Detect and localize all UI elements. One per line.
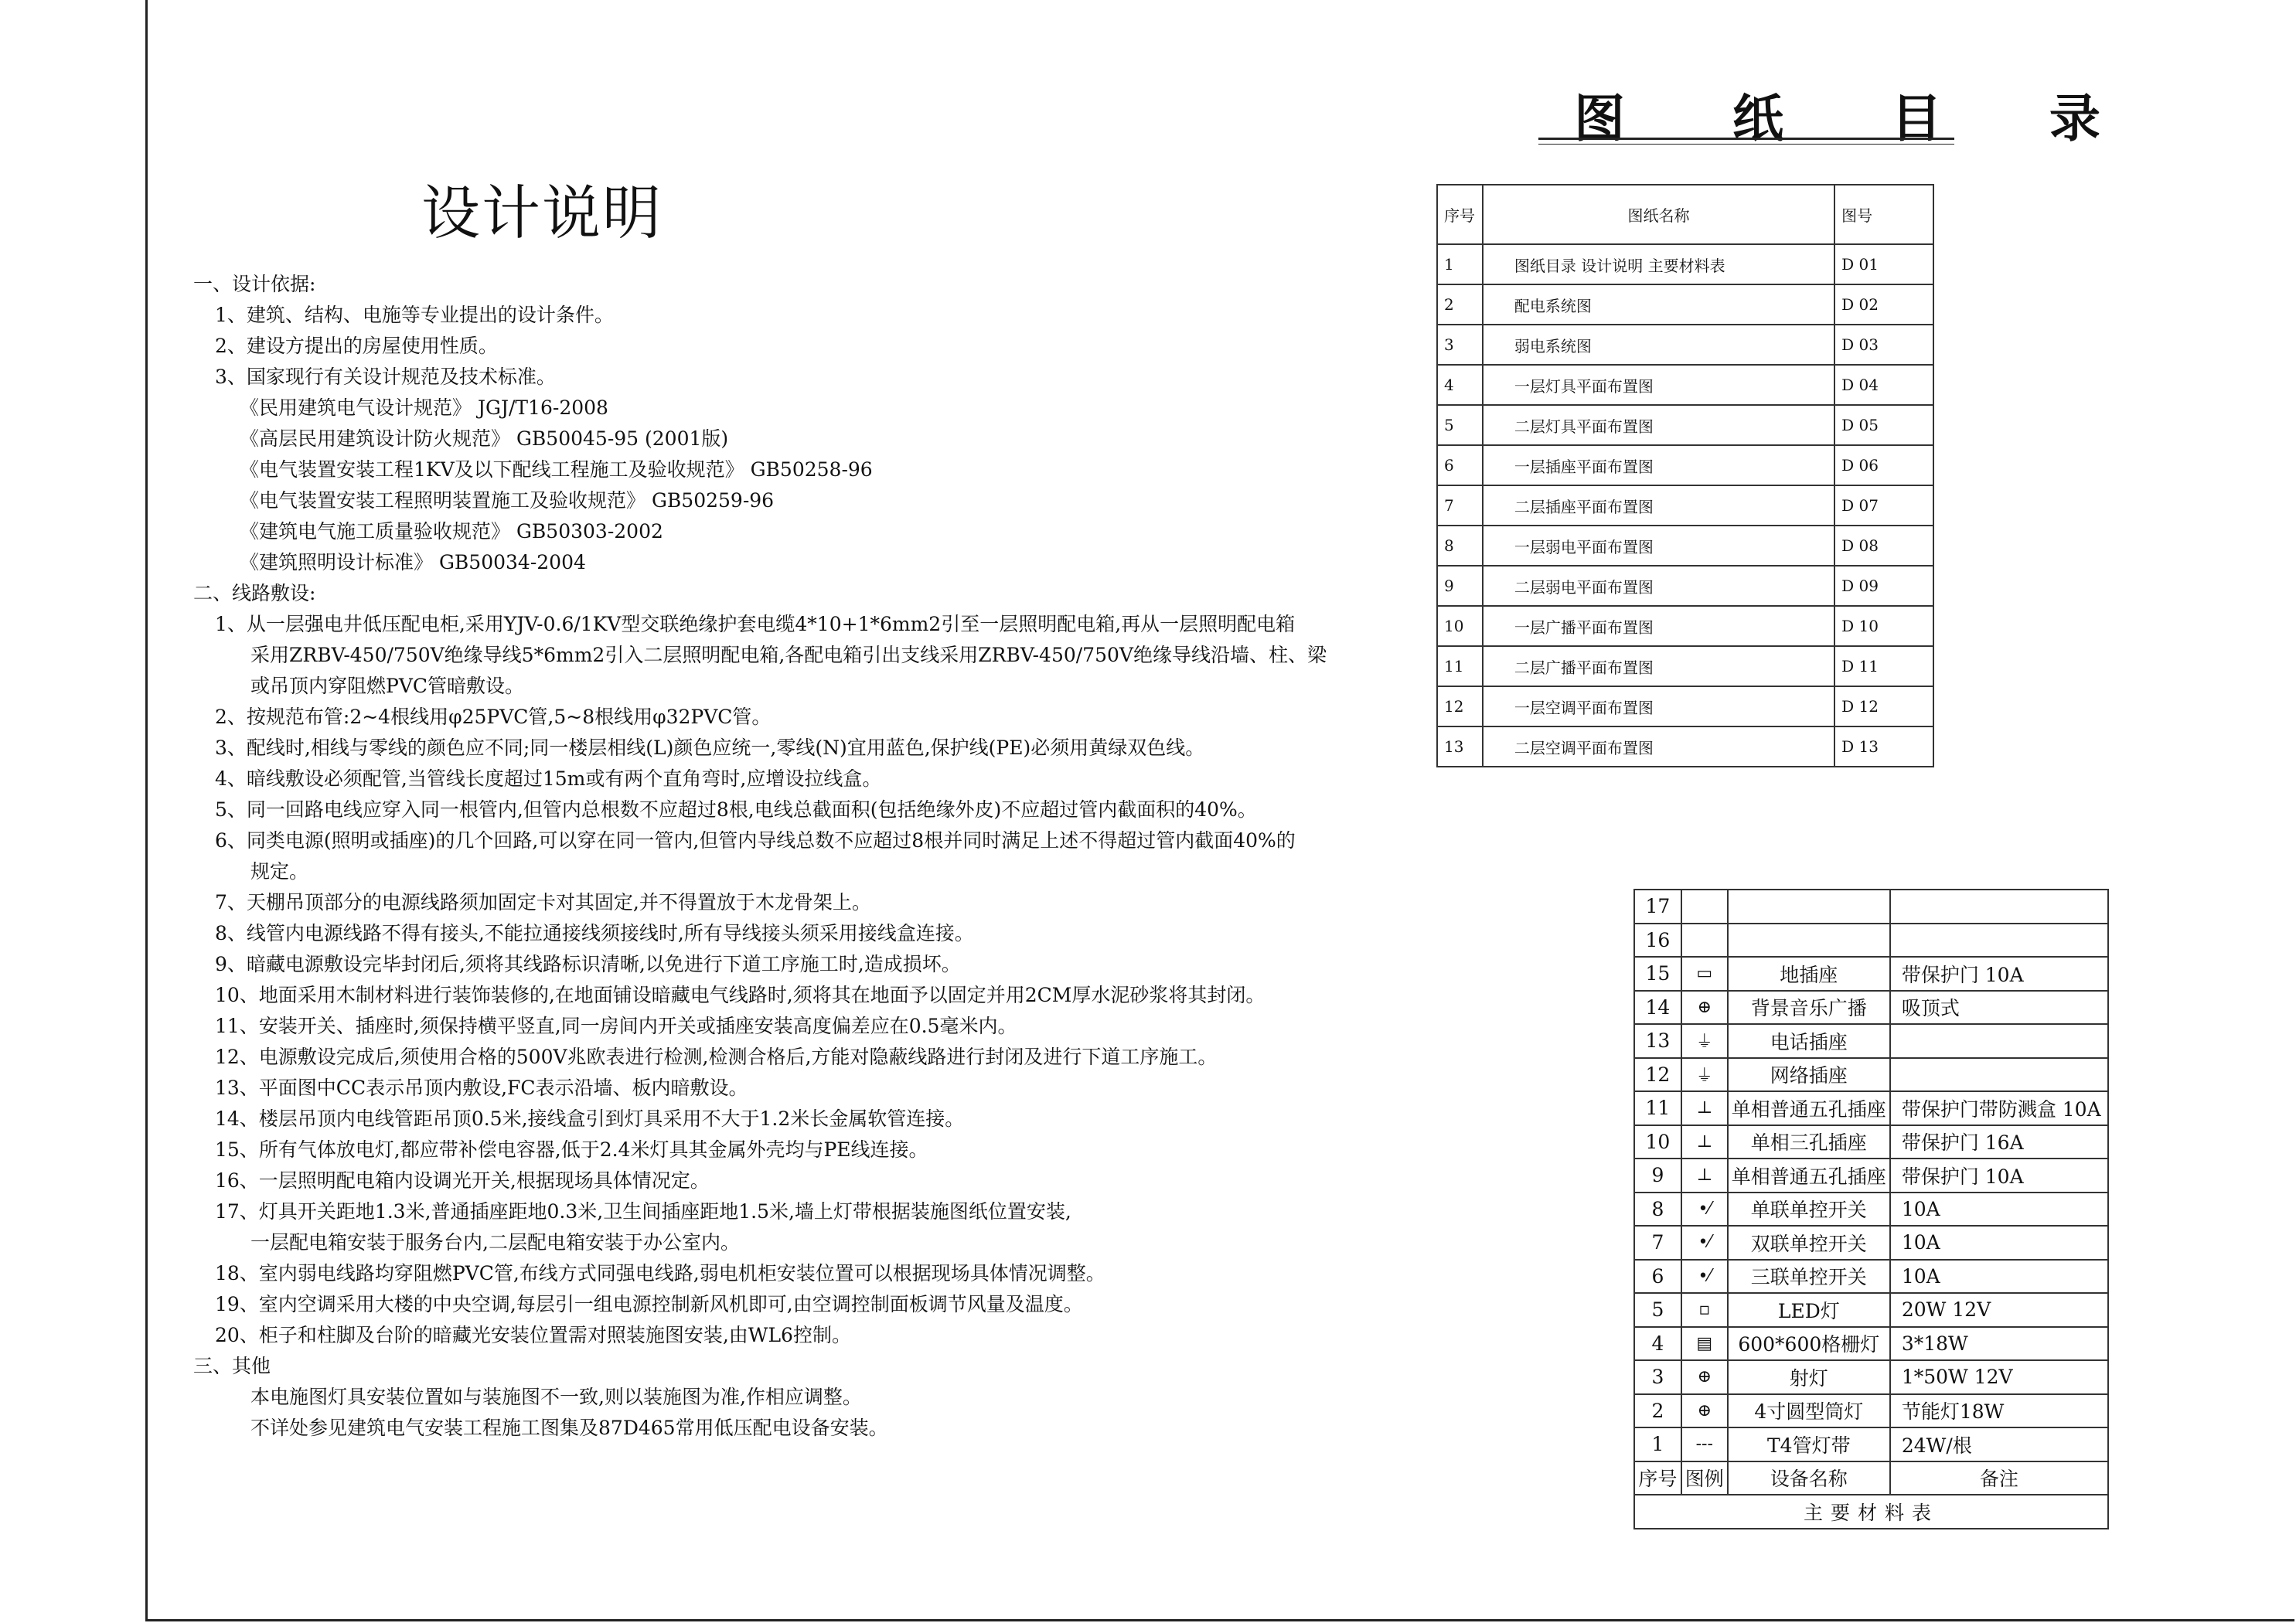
- catalog-title-underline-thin: [1538, 144, 1954, 145]
- materials-row: [1634, 1091, 2108, 1125]
- catalog-cell-no: 11: [1437, 646, 1483, 686]
- catalog-cell-no: 6: [1437, 445, 1483, 485]
- catalog-header-code: 图号: [1834, 185, 1933, 244]
- materials-cell-no: 8: [1634, 1193, 1681, 1227]
- catalog-row: [1437, 405, 1933, 445]
- materials-cell-note: 10A: [1890, 1226, 2108, 1260]
- materials-row: [1634, 1293, 2108, 1327]
- catalog-cell-name: 二层空调平面布置图: [1483, 726, 1834, 767]
- design-note-line: 《建筑电气施工质量验收规范》 GB50303-2002: [240, 520, 663, 543]
- materials-row: [1634, 1360, 2108, 1394]
- design-note-line: 规定。: [250, 860, 309, 883]
- materials-header-row: [1634, 1461, 2108, 1495]
- materials-cell-name: 电话插座: [1728, 1024, 1890, 1058]
- catalog-cell-name: 二层灯具平面布置图: [1483, 405, 1834, 445]
- catalog-cell-code: D 05: [1834, 405, 1933, 445]
- design-note-line: 1、从一层强电井低压配电柜,采用YJV-0.6/1KV型交联绝缘护套电缆4*10+1*6mm2引至一层照明配电箱,再从一层照明配电箱: [215, 613, 1296, 635]
- legend-symbol-icon: ⏚: [1681, 1058, 1728, 1092]
- catalog-cell-name: 一层广播平面布置图: [1483, 606, 1834, 646]
- catalog-header-no: 序号: [1437, 185, 1483, 244]
- materials-caption-row: [1634, 1495, 2108, 1529]
- catalog-cell-no: 5: [1437, 405, 1483, 445]
- design-note-line: 不详处参见建筑电气安装工程施工图集及87D465常用低压配电设备安装。: [250, 1417, 888, 1439]
- legend-symbol-icon: [1681, 924, 1728, 958]
- catalog-header-name: 图纸名称: [1483, 185, 1834, 244]
- design-note-line: 二、线路敷设:: [193, 582, 316, 604]
- catalog-header-row: [1437, 185, 1933, 244]
- design-note-line: 《电气装置安装工程照明装置施工及验收规范》 GB50259-96: [240, 489, 775, 512]
- materials-caption: 主要材料表: [1634, 1495, 2108, 1529]
- materials-row: [1634, 1394, 2108, 1428]
- catalog-cell-code: D 01: [1834, 244, 1933, 284]
- design-note-line: 本电施图灯具安装位置如与装施图不一致,则以装施图为准,作相应调整。: [250, 1386, 862, 1408]
- catalog-cell-name: 弱电系统图: [1483, 325, 1834, 365]
- design-note-line: 《高层民用建筑设计防火规范》 GB50045-95 (2001版): [240, 427, 729, 450]
- materials-cell-name: 4寸圆型筒灯: [1728, 1394, 1890, 1428]
- design-note-line: 19、室内空调采用大楼的中央空调,每层引一组电源控制新风机即可,由空调控制面板调节风量及温度。: [215, 1293, 1083, 1315]
- catalog-cell-code: D 11: [1834, 646, 1933, 686]
- materials-cell-no: 12: [1634, 1058, 1681, 1092]
- catalog-row: [1437, 325, 1933, 365]
- catalog-cell-code: D 08: [1834, 526, 1933, 566]
- materials-cell-name: 600*600格栅灯: [1728, 1327, 1890, 1361]
- legend-symbol-icon: ---: [1681, 1427, 1728, 1461]
- design-note-line: 12、电源敷设完成后,须使用合格的500V兆欧表进行检测,检测合格后,方能对隐蔽线路进行封闭及进行下道工序施工。: [215, 1046, 1218, 1068]
- materials-cell-note: 带保护门 16A: [1890, 1125, 2108, 1159]
- catalog-row: [1437, 445, 1933, 485]
- design-note-line: 10、地面采用木制材料进行装饰装修的,在地面铺设暗藏电气线路时,须将其在地面予以固定并用2CM厚水泥砂浆将其封闭。: [215, 984, 1266, 1006]
- materials-cell-name: 地插座: [1728, 957, 1890, 991]
- design-note-line: 15、所有气体放电灯,都应带补偿电容器,低于2.4米灯具其金属外壳均与PE线连接。: [215, 1138, 928, 1161]
- design-note-line: 14、楼层吊顶内电线管距吊顶0.5米,接线盒引到灯具采用不大于1.2米长金属软管连接。: [215, 1108, 965, 1130]
- design-note-line: 8、线管内电源线路不得有接头,不能拉通接线须接线时,所有导线接头须采用接线盒连接。: [215, 922, 974, 944]
- design-note-line: 11、安装开关、插座时,须保持横平竖直,同一房间内开关或插座安装高度偏差应在0.5毫米内。: [215, 1015, 1017, 1037]
- materials-cell-name: 三联单控开关: [1728, 1260, 1890, 1294]
- materials-cell-note: 20W 12V: [1890, 1293, 2108, 1327]
- materials-row: [1634, 1159, 2108, 1193]
- materials-cell-name: T4管灯带: [1728, 1427, 1890, 1461]
- materials-cell-name: 单相普通五孔插座: [1728, 1091, 1890, 1125]
- catalog-cell-no: 3: [1437, 325, 1483, 365]
- materials-cell-name: 单相三孔插座: [1728, 1125, 1890, 1159]
- design-note-line: 2、按规范布管:2~4根线用φ25PVC管,5~8根线用φ32PVC管。: [215, 706, 772, 728]
- materials-cell-name: 双联单控开关: [1728, 1226, 1890, 1260]
- design-note-line: 9、暗藏电源敷设完毕封闭后,须将其线路标识清晰,以免进行下道工序施工时,造成损坏。: [215, 953, 961, 975]
- design-note-line: 1、建筑、结构、电施等专业提出的设计条件。: [215, 304, 614, 326]
- design-note-line: 5、同一回路电线应穿入同一根管内,但管内总根数不应超过8根,电线总截面积(包括绝缘外皮)不应超过管内截面积的40%。: [215, 798, 1257, 821]
- catalog-row: [1437, 606, 1933, 646]
- design-note-line: 6、同类电源(照明或插座)的几个回路,可以穿在同一管内,但管内导线总数不应超过8根并同时满足上述不得超过管内截面40%的: [215, 829, 1296, 852]
- materials-row: [1634, 924, 2108, 958]
- catalog-row: [1437, 485, 1933, 526]
- materials-cell-no: 1: [1634, 1427, 1681, 1461]
- catalog-cell-name: 二层广播平面布置图: [1483, 646, 1834, 686]
- catalog-cell-code: D 09: [1834, 566, 1933, 606]
- materials-row: [1634, 991, 2108, 1025]
- legend-symbol-icon: •⁄: [1681, 1193, 1728, 1227]
- materials-row: [1634, 1024, 2108, 1058]
- materials-cell-name: 背景音乐广播: [1728, 991, 1890, 1025]
- materials-header-note: 备注: [1890, 1461, 2108, 1495]
- catalog-title-underline: [1538, 138, 1954, 140]
- legend-symbol-icon: ⊥: [1681, 1091, 1728, 1125]
- design-note-line: 《电气装置安装工程1KV及以下配线工程施工及验收规范》 GB50258-96: [240, 458, 873, 481]
- catalog-cell-code: D 03: [1834, 325, 1933, 365]
- materials-cell-no: 14: [1634, 991, 1681, 1025]
- catalog-cell-name: 二层插座平面布置图: [1483, 485, 1834, 526]
- design-note-line: 一、设计依据:: [193, 273, 316, 295]
- materials-cell-no: 9: [1634, 1159, 1681, 1193]
- catalog-cell-no: 4: [1437, 365, 1483, 405]
- materials-cell-no: 13: [1634, 1024, 1681, 1058]
- design-note-line: 3、配线时,相线与零线的颜色应不同;同一楼层相线(L)颜色应统一,零线(N)宜用蓝色,保护线(PE)必须用黄绿双色线。: [215, 737, 1205, 759]
- legend-symbol-icon: ⊥: [1681, 1125, 1728, 1159]
- legend-symbol-icon: ▫: [1681, 1293, 1728, 1327]
- legend-symbol-icon: ⊕: [1681, 1394, 1728, 1428]
- materials-header-no: 序号: [1634, 1461, 1681, 1495]
- catalog-cell-no: 2: [1437, 284, 1483, 325]
- design-note-line: 18、室内弱电线路均穿阻燃PVC管,布线方式同强电线路,弱电机柜安装位置可以根据现场具体情况调整。: [215, 1262, 1105, 1284]
- materials-cell-note: 带保护门 10A: [1890, 957, 2108, 991]
- materials-cell-no: 11: [1634, 1091, 1681, 1125]
- legend-symbol-icon: ▤: [1681, 1327, 1728, 1361]
- materials-cell-note: 节能灯18W: [1890, 1394, 2108, 1428]
- catalog-row: [1437, 646, 1933, 686]
- catalog-cell-name: 一层空调平面布置图: [1483, 686, 1834, 726]
- catalog-row: [1437, 365, 1933, 405]
- materials-cell-no: 2: [1634, 1394, 1681, 1428]
- catalog-cell-no: 9: [1437, 566, 1483, 606]
- drawing-catalog-table: [1436, 184, 1934, 767]
- catalog-cell-no: 8: [1437, 526, 1483, 566]
- design-note-line: 三、其他: [193, 1355, 271, 1377]
- catalog-cell-name: 一层插座平面布置图: [1483, 445, 1834, 485]
- materials-cell-no: 16: [1634, 924, 1681, 958]
- legend-symbol-icon: •⁄: [1681, 1260, 1728, 1294]
- catalog-cell-name: 一层灯具平面布置图: [1483, 365, 1834, 405]
- materials-cell-name: 单联单控开关: [1728, 1193, 1890, 1227]
- catalog-cell-code: D 13: [1834, 726, 1933, 767]
- design-notes-body: [193, 269, 1327, 1444]
- catalog-title: 图 纸 目 录: [1574, 88, 2145, 148]
- materials-cell-name: [1728, 890, 1890, 924]
- design-notes-title: 设计说明: [421, 179, 663, 247]
- design-note-line: 采用ZRBV-450/750V绝缘导线5*6mm2引入二层照明配电箱,各配电箱引出支线采用ZRBV-450/750V绝缘导线沿墙、柱、梁: [250, 644, 1327, 666]
- design-note-line: 或吊顶内穿阻燃PVC管暗敷设。: [250, 675, 525, 697]
- materials-header-name: 设备名称: [1728, 1461, 1890, 1495]
- materials-cell-name: 单相普通五孔插座: [1728, 1159, 1890, 1193]
- legend-symbol-icon: ⏚: [1681, 1024, 1728, 1058]
- materials-cell-no: 15: [1634, 957, 1681, 991]
- materials-cell-no: 3: [1634, 1360, 1681, 1394]
- design-note-line: 13、平面图中CC表示吊顶内敷设,FC表示沿墙、板内暗敷设。: [215, 1077, 748, 1099]
- materials-cell-note: 3*18W: [1890, 1327, 2108, 1361]
- legend-symbol-icon: [1681, 890, 1728, 924]
- materials-row: [1634, 1125, 2108, 1159]
- materials-cell-note: 吸顶式: [1890, 991, 2108, 1025]
- materials-cell-no: 4: [1634, 1327, 1681, 1361]
- materials-cell-no: 10: [1634, 1125, 1681, 1159]
- design-note-line: 《民用建筑电气设计规范》 JGJ/T16-2008: [240, 396, 608, 419]
- materials-row: [1634, 1427, 2108, 1461]
- catalog-cell-name: 配电系统图: [1483, 284, 1834, 325]
- legend-symbol-icon: ⊕: [1681, 1360, 1728, 1394]
- materials-cell-note: 10A: [1890, 1193, 2108, 1227]
- catalog-cell-name: 一层弱电平面布置图: [1483, 526, 1834, 566]
- materials-row: [1634, 1226, 2108, 1260]
- catalog-cell-no: 1: [1437, 244, 1483, 284]
- catalog-cell-code: D 02: [1834, 284, 1933, 325]
- design-note-line: 3、国家现行有关设计规范及技术标准。: [215, 366, 556, 388]
- materials-cell-name: 射灯: [1728, 1360, 1890, 1394]
- materials-cell-note: 带保护门带防溅盒 10A: [1890, 1091, 2108, 1125]
- legend-symbol-icon: ⊕: [1681, 991, 1728, 1025]
- design-note-line: 《建筑照明设计标准》 GB50034-2004: [240, 551, 586, 573]
- catalog-row: [1437, 566, 1933, 606]
- materials-cell-note: 24W/根: [1890, 1427, 2108, 1461]
- materials-cell-no: 6: [1634, 1260, 1681, 1294]
- catalog-cell-name: 图纸目录 设计说明 主要材料表: [1483, 244, 1834, 284]
- design-note-line: 2、建设方提出的房屋使用性质。: [215, 335, 498, 357]
- legend-symbol-icon: •⁄: [1681, 1226, 1728, 1260]
- catalog-cell-code: D 04: [1834, 365, 1933, 405]
- catalog-cell-no: 12: [1437, 686, 1483, 726]
- materials-row: [1634, 957, 2108, 991]
- catalog-cell-no: 13: [1437, 726, 1483, 767]
- catalog-row: [1437, 686, 1933, 726]
- materials-row: [1634, 1193, 2108, 1227]
- materials-cell-note: [1890, 1058, 2108, 1092]
- materials-row: [1634, 890, 2108, 924]
- legend-symbol-icon: ⊥: [1681, 1159, 1728, 1193]
- materials-table: [1633, 889, 2109, 1529]
- design-note-line: 16、一层照明配电箱内设调光开关,根据现场具体情况定。: [215, 1169, 710, 1192]
- catalog-row: [1437, 726, 1933, 767]
- materials-cell-name: LED灯: [1728, 1293, 1890, 1327]
- catalog-row: [1437, 244, 1933, 284]
- materials-row: [1634, 1260, 2108, 1294]
- catalog-cell-no: 10: [1437, 606, 1483, 646]
- catalog-cell-name: 二层弱电平面布置图: [1483, 566, 1834, 606]
- design-note-line: 7、天棚吊顶部分的电源线路须加固定卡对其固定,并不得置放于木龙骨架上。: [215, 891, 871, 914]
- materials-cell-note: [1890, 924, 2108, 958]
- catalog-row: [1437, 284, 1933, 325]
- materials-cell-no: 7: [1634, 1226, 1681, 1260]
- catalog-cell-code: D 07: [1834, 485, 1933, 526]
- catalog-cell-code: D 06: [1834, 445, 1933, 485]
- catalog-cell-code: D 10: [1834, 606, 1933, 646]
- materials-header-icon: 图例: [1681, 1461, 1728, 1495]
- design-note-line: 20、柜子和柱脚及台阶的暗藏光安装位置需对照装施图安装,由WL6控制。: [215, 1324, 851, 1346]
- materials-cell-name: [1728, 924, 1890, 958]
- materials-cell-note: [1890, 1024, 2108, 1058]
- design-note-line: 4、暗线敷设必须配管,当管线长度超过15m或有两个直角弯时,应增设拉线盒。: [215, 767, 882, 790]
- materials-cell-note: [1890, 890, 2108, 924]
- materials-cell-no: 5: [1634, 1293, 1681, 1327]
- catalog-row: [1437, 526, 1933, 566]
- legend-symbol-icon: ▭: [1681, 957, 1728, 991]
- materials-cell-name: 网络插座: [1728, 1058, 1890, 1092]
- catalog-cell-no: 7: [1437, 485, 1483, 526]
- materials-cell-note: 1*50W 12V: [1890, 1360, 2108, 1394]
- design-note-line: 17、灯具开关距地1.3米,普通插座距地0.3米,卫生间插座距地1.5米,墙上灯带根据装施图纸位置安装,: [215, 1200, 1071, 1223]
- catalog-cell-code: D 12: [1834, 686, 1933, 726]
- materials-cell-note: 带保护门 10A: [1890, 1159, 2108, 1193]
- materials-row: [1634, 1327, 2108, 1361]
- materials-row: [1634, 1058, 2108, 1092]
- materials-cell-no: 17: [1634, 890, 1681, 924]
- design-note-line: 一层配电箱安装于服务台内,二层配电箱安装于办公室内。: [250, 1231, 740, 1254]
- materials-cell-note: 10A: [1890, 1260, 2108, 1294]
